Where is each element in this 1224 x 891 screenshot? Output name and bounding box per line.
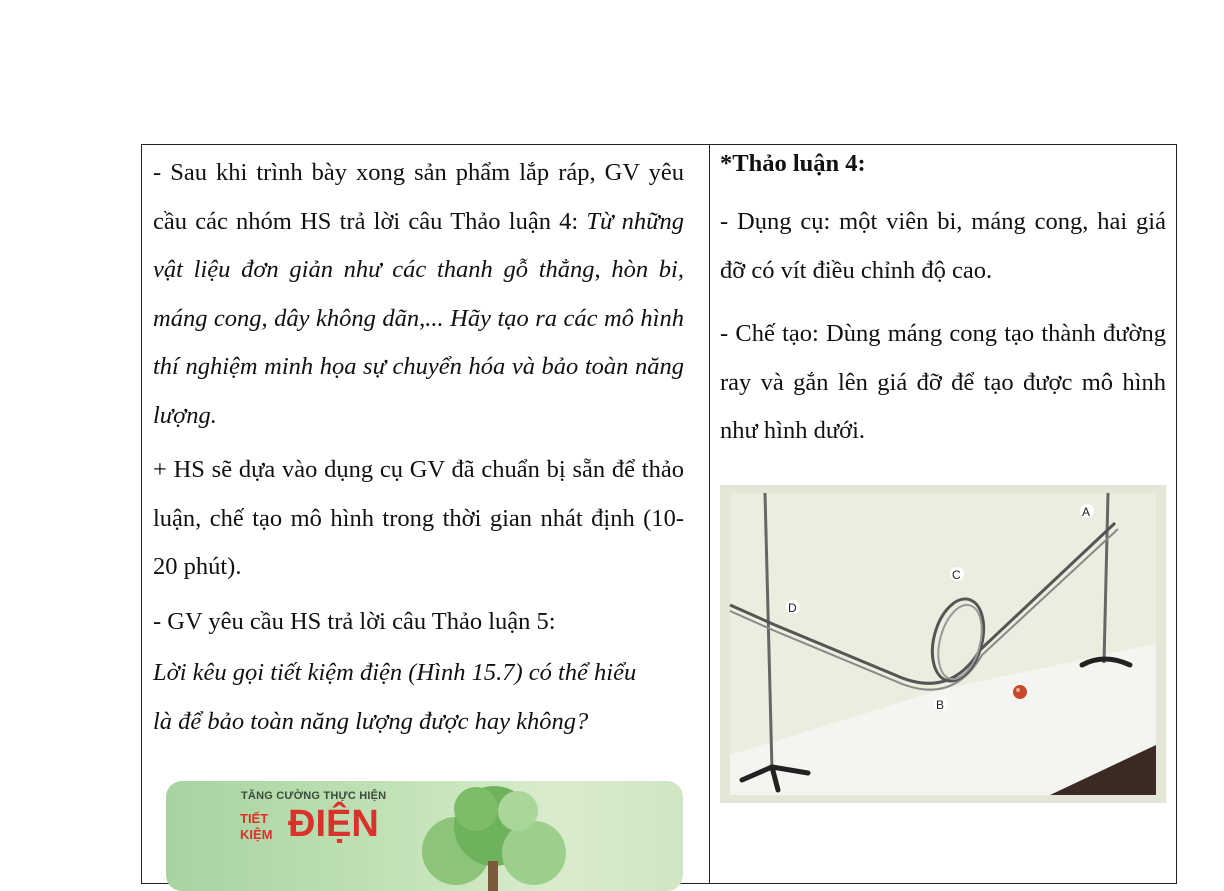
right-cell xyxy=(720,145,1166,456)
paragraph-student-task: + HS sẽ dựa vào dụng cụ GV đã chuẩn bị sẵn để thảo luận, chế tạo mô hình trong thời gian nhát định (10-20 phút). xyxy=(153,456,684,580)
discussion-5-question-line1: Lời kêu gọi tiết kiệm điện (Hình 15.7) có thể hiểu xyxy=(153,659,637,686)
paragraph-discussion-4 xyxy=(153,149,684,440)
discussion-5-question-line2: là để bảo toàn năng lượng được hay không? xyxy=(153,707,589,735)
paragraph-discussion-4-text: - Sau khi trình bày xong sản phẩm lắp ráp, GV yêu cầu các nhóm HS trả lời câu Thảo luận 4: xyxy=(153,159,684,235)
label-d: D xyxy=(788,601,797,615)
poster-small-line1: TIẾT xyxy=(240,811,269,826)
column-divider xyxy=(709,145,710,883)
content-table xyxy=(141,144,1177,884)
poster-subtitle: TĂNG CƯỜNG THỰC HIỆN xyxy=(241,790,387,802)
paragraph-discussion-5: - GV yêu cầu HS trả lời câu Thảo luận 5: xyxy=(153,607,556,635)
discussion-4-heading: *Thảo luận 4: xyxy=(720,150,866,177)
construction-paragraph: - Chế tạo: Dùng máng cong tạo thành đường ray và gắn lên giá đỡ để tạo được mô hình như hình dưới. xyxy=(720,320,1166,444)
energy-saving-poster xyxy=(166,781,683,891)
label-a: A xyxy=(1082,505,1091,519)
tree-icon xyxy=(416,781,683,891)
discussion-4-question: Từ những vật liệu đơn giản như các thanh gỗ thẳng, hòn bi, máng cong, dây không dãn,... Hãy tạo ra các mô hình thí nghiệm minh họa sự chuyển hóa và bảo toàn năng lượng. xyxy=(153,207,684,429)
left-cell xyxy=(153,145,684,746)
loop-track-photo xyxy=(720,485,1166,803)
label-b: B xyxy=(936,698,945,712)
tools-paragraph: - Dụng cụ: một viên bi, máng cong, hai giá đỡ có vít điều chỉnh độ cao. xyxy=(720,208,1166,284)
poster-small-line2: KIỆM xyxy=(240,827,273,842)
poster-small-text xyxy=(240,811,280,843)
poster-big-text: ĐIỆN xyxy=(288,803,379,845)
label-c: C xyxy=(952,568,961,582)
